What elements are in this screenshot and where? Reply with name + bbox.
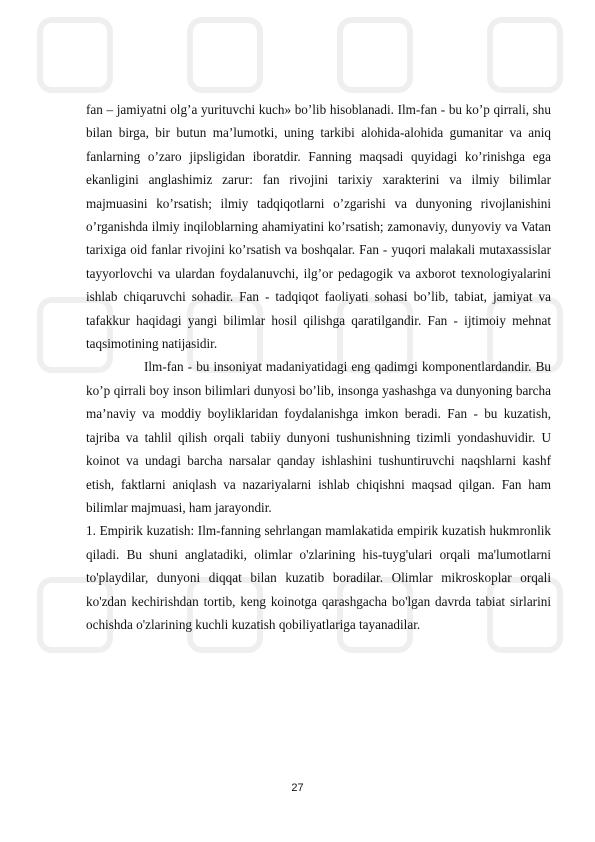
document-body <box>86 98 551 636</box>
paragraph-3: 1. Empirik kuzatish: Ilm-fanning sehrlangan mamlakatida empirik kuzatish hukmronlik qiladi. Bu shuni anglatadiki, olimlar o'zlarining his-tuyg'ulari orqali ma'lumotlarni to'playdilar, dunyoni diqqat bilan kuzatib boradilar. Olimlar mikroskoplar orqali ko'zdan kechirishdan tortib, keng koinotga qarashgacha bo'lgan davrda tabiat sirlarini ochishda o'zlarining kuchli kuzatish qobiliyatlariga tayanadilar. <box>86 523 551 632</box>
paragraph-2: Ilm-fan - bu insoniyat madaniyatidagi eng qadimgi komponentlardandir. Bu ko’p qirrali boy inson bilimlari dunyosi bo’lib, insonga yashashga va dunyoning barcha ma’naviy va moddiy boyliklaridan foydalanishga imkon beradi. Fan - bu kuzatish, tajriba va tahlil qilish orqali tabiiy dunyoni tushunishning tizimli yondashuvidir. U koinot va undagi barcha narsalar qanday ishlashini tushuntiruvchi naqshlarni kashf etish, faktlarni aniqlash va nazariyalarni ishlab chiqishni maqsad qilgan. Fan ham bilimlar majmuasi, ham jarayondir. <box>86 359 551 515</box>
page-number: 27 <box>291 782 304 794</box>
paragraph-1: fan – jamiyatni olg’a yurituvchi kuch» bo’lib hisoblanadi. Ilm-fan - bu ko’p qirrali, shu bilan birga, bir butun ma’lumotki, uning tarkibi alohida-alohida gumanitar va aniq fanlarning o’zaro jipsligidan iboratdir. Fanning maqsadi quyidagi ko’rinishga ega ekanligini anglashimiz zarur: fan rivojini tarixiy xarakterini va ilmiy bilimlar majmuasini ko’rsatish; ilmiy tadqiqotlarni o’zgarishi va dunyoning rivojlanishini o’rganishda ilmiy inqiloblarning ahamiyatini ko’rsatish; zamonaviy, dunyoviy va Vatan tarixiga oid fanlar rivojini ko’rsatish va boshqalar. Fan - yuqori malakali mutaxassislar tayyorlovchi va ulardan foydalanuvchi, ilg’or pedagogik va axborot texnologiyalarini ishlab chiqaruvchi sohadir. Fan - tadqiqot faoliyati sohasi bo’lib, tabiat, jamiyat va tafakkur haqidagi yangi bilimlar hosil qilishga qaratilgandir. Fan - ijtimoiy mehnat taqsimotining natijasidir. <box>86 102 551 352</box>
